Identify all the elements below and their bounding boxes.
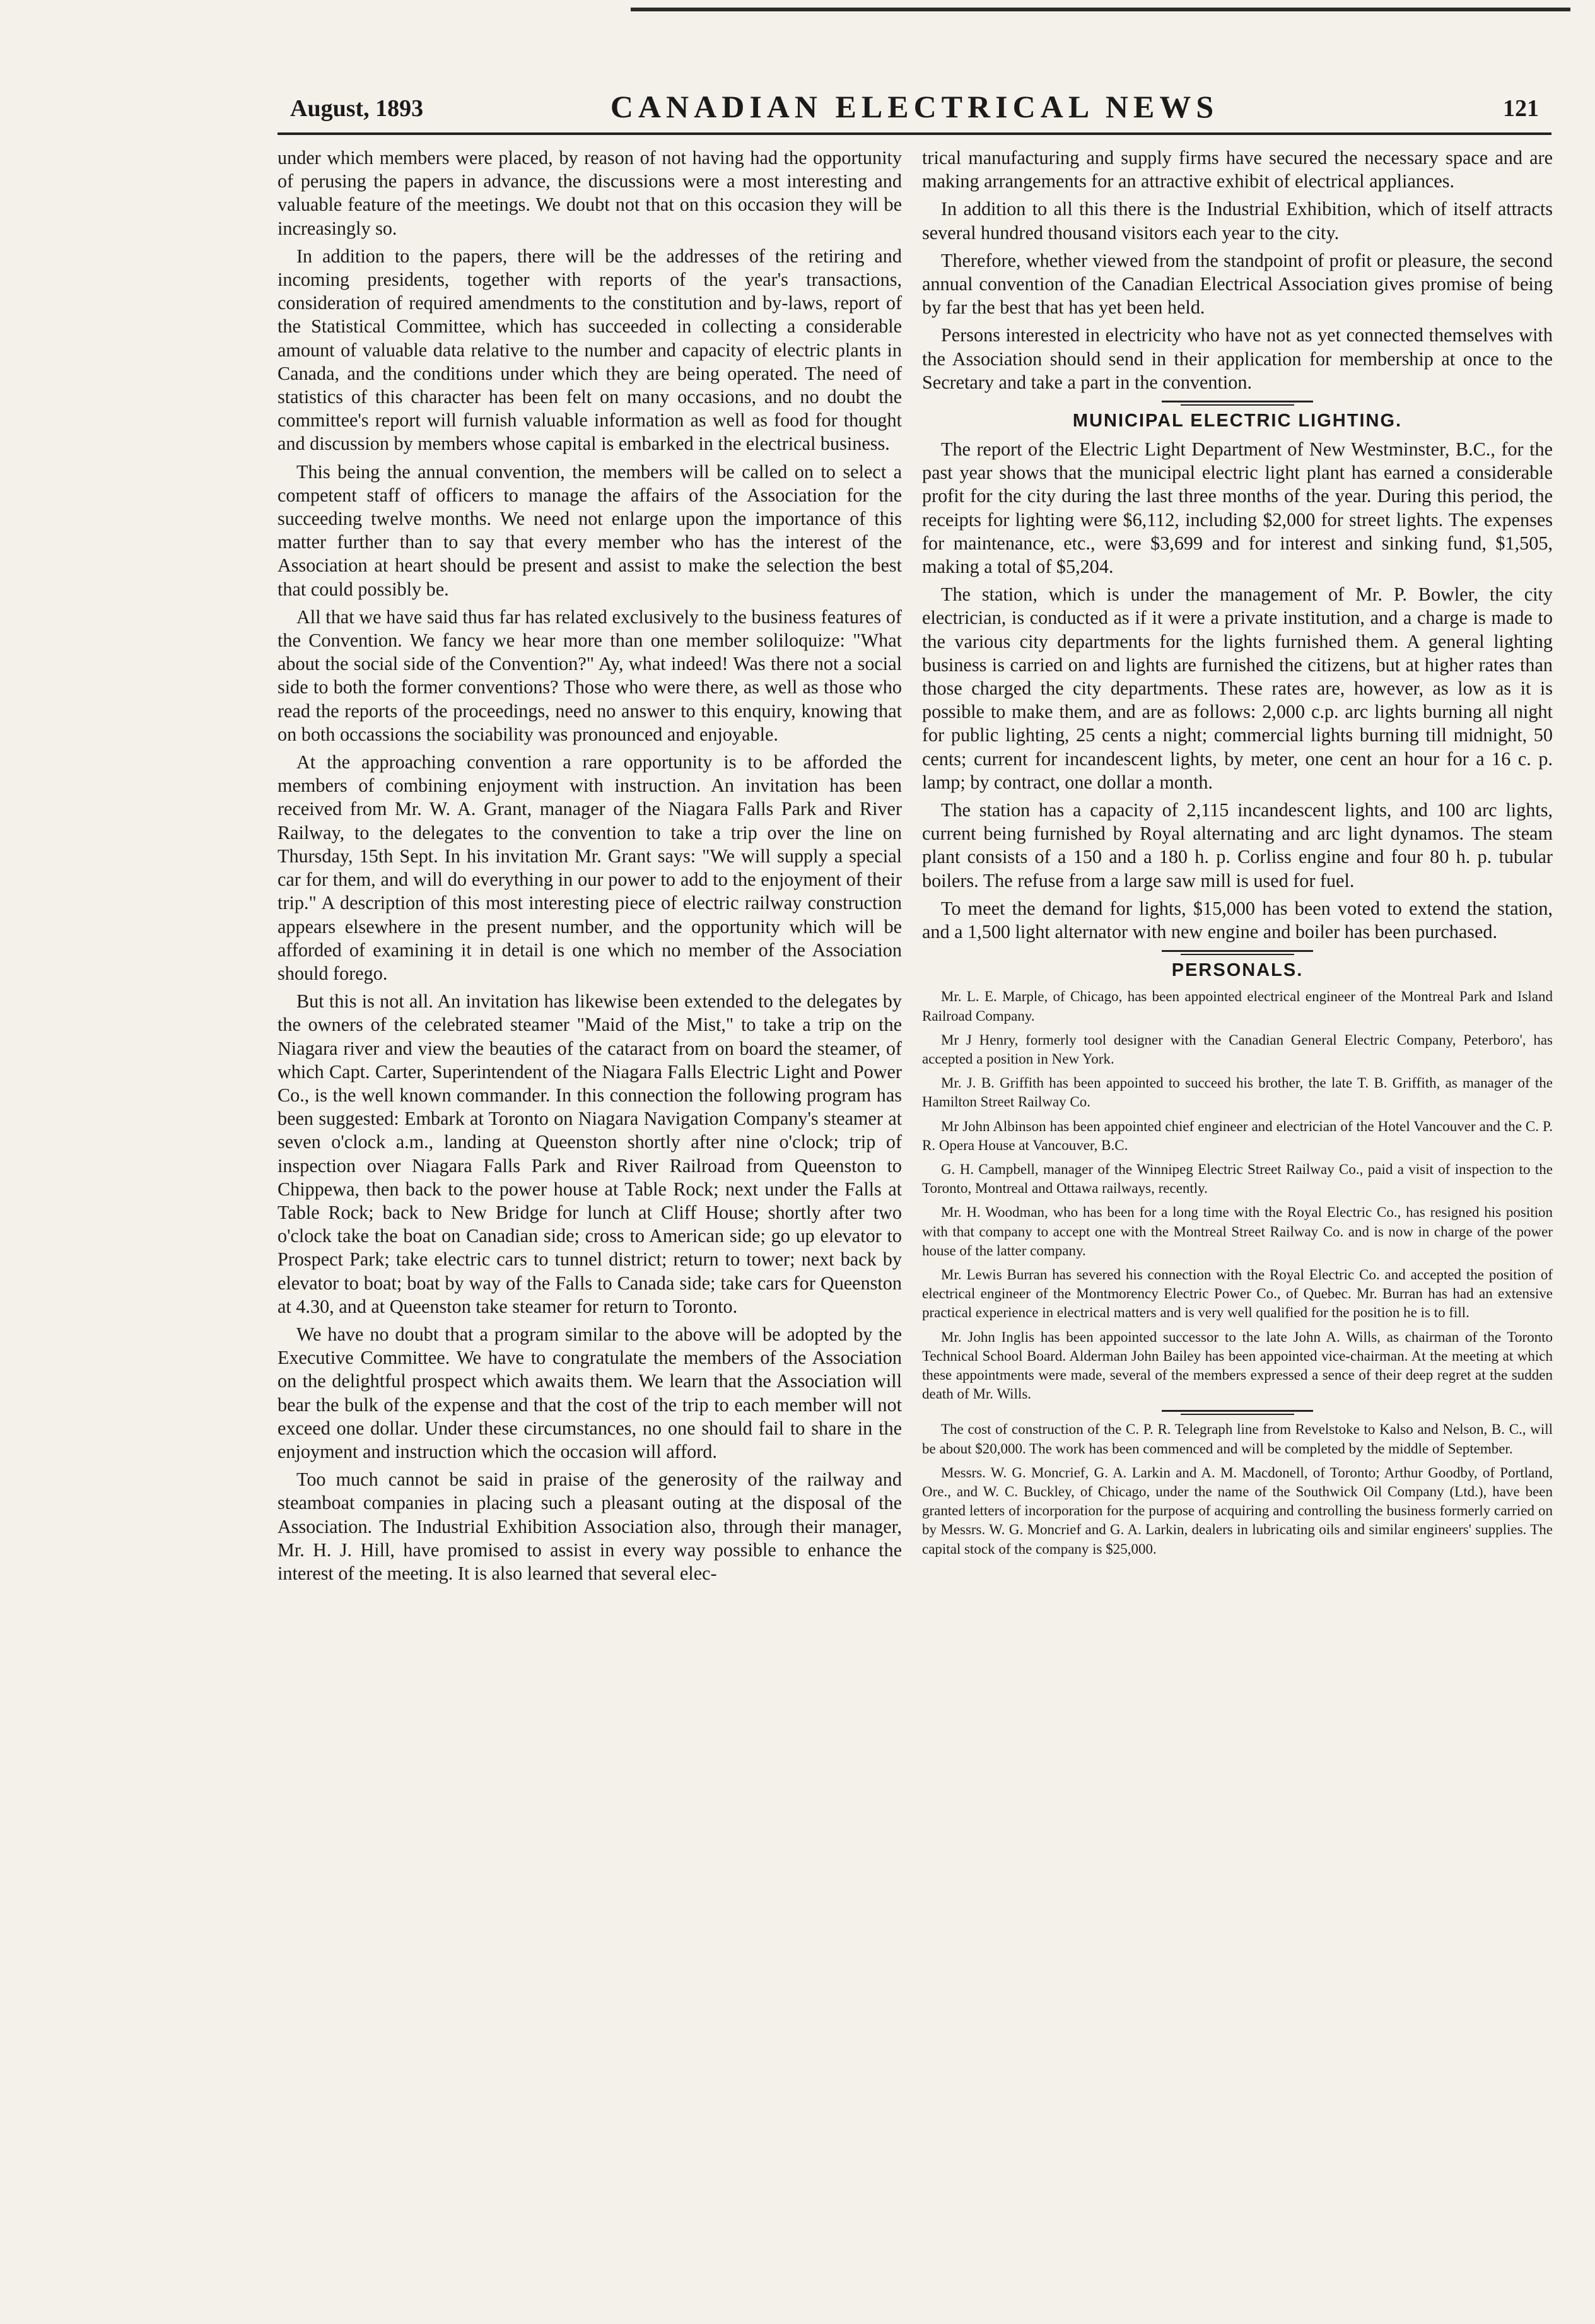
section-heading-municipal: MUNICIPAL ELECTRIC LIGHTING.: [1072, 411, 1403, 431]
page-header: [278, 88, 1551, 135]
personal-item: Mr. H. Woodman, who has been for a long time with the Royal Electric Co., has resigned his position with that company to accept one with the Montreal Street Railway Co. and is now in charge of the power house of the latter company.: [922, 1204, 1553, 1259]
paragraph: Therefore, whether viewed from the standpoint of profit or pleasure, the second annual convention of the Canadian Electrical Association gives promise of being by far the best that has yet been held.: [922, 249, 1553, 319]
paragraph: This being the annual convention, the members will be called on to select a competent staff of officers to manage the affairs of the Association for the succeeding twelve months. We need not enlarge upon the importance of this matter further than to say that every member who has the interest of the Association at heart should be present and assist to make the selection the best that could possibly be.: [278, 461, 902, 600]
section-divider: [1162, 1410, 1313, 1412]
paragraph: Too much cannot be said in praise of the generosity of the railway and steamboat companies in placing such a pleasant outing at the disposal of the Association. The Industrial Exhibition Association also, through their manager, Mr. H. J. Hill, have promised to assist in every way possible to enhance the interest of the meeting. It is also learned that several elec-: [278, 1469, 902, 1584]
paragraph: We have no doubt that a program similar to the above will be adopted by the Executive Committee. We have to congratulate the members of the Association on the delightful prospect which awaits them. We learn that the Association will bear the bulk of the expense and that the cost of the trip to each member will not exceed one dollar. Under these circumstances, no one should fail to share in the enjoyment and instruction which the occasion will afford.: [278, 1323, 902, 1462]
personal-item: Mr. J. B. Griffith has been appointed to succeed his brother, the late T. B. Griffith, as manager of the Hamilton Street Railway Co.: [922, 1075, 1553, 1110]
right-column: [922, 146, 1553, 1564]
paragraph: All that we have said thus far has related exclusively to the business features of the Convention. We fancy we hear more than one member soliloquize: "What about the social side of the Convention?" Ay, what indeed! Was there not a social side to both the former conventions? Those who were there, as well as those who read the reports of the proceedings, need no answer to this enquiry, knowing that on both occassions the sociability was pronounced and enjoyable.: [278, 606, 902, 745]
section-divider: [1181, 1414, 1294, 1415]
paragraph: To meet the demand for lights, $15,000 has been voted to extend the station, and a 1,500 light alternator with new engine and boiler has been purchased.: [922, 897, 1553, 943]
publication-title: CANADIAN ELECTRICAL NEWS: [610, 89, 1219, 124]
paragraph: The station, which is under the management of Mr. P. Bowler, the city electrician, is conducted as if it were a private institution, and a charge is made to the various city departments for the lights furnished them. A general lighting business is carried on and lights are furnished the citizens, but at higher rates than those charged the city departments. These rates are, however, as low as it is possible to make them, and are as follows: 2,000 c.p. arc lights burning all night for public lighting, 25 cents a night; commercial lights burning till midnight, 50 cents; current for incandescent lights, by meter, one cent an hour for a 16 c. p. lamp; by contract, one dollar a month.: [922, 584, 1553, 793]
issue-date: August, 1893: [290, 95, 424, 122]
personal-item: G. H. Campbell, manager of the Winnipeg Electric Street Railway Co., paid a visit of inspection to the Toronto, Montreal and Ottawa railways, recently.: [922, 1161, 1553, 1197]
news-note: The cost of construction of the C. P. R. Telegraph line from Revelstoke to Kalso and Nelson, B. C., will be about $20,000. The work has been commenced and will be completed by the middle of September.: [922, 1421, 1553, 1457]
left-column: [278, 146, 902, 1590]
paragraph: In addition to all this there is the Industrial Exhibition, which of itself attracts several hundred thousand visitors each year to the city.: [922, 198, 1553, 244]
personal-item: Mr. Lewis Burran has severed his connection with the Royal Electric Co. and accepted the position of electrical engineer of the Montmorency Electric Power Co., of Quebec. Mr. Burran has had an extensive practical experience in electrical matters and is very well qualified for the position he is to fill.: [922, 1266, 1553, 1321]
page-number: 121: [1503, 95, 1539, 122]
section-heading-personals: PERSONALS.: [1171, 960, 1304, 981]
top-rule: [631, 8, 1570, 11]
paragraph: The report of the Electric Light Department of New Westminster, B.C., for the past year shows that the municipal electric light plant has earned a considerable profit for the city during the last three months of the year. During this period, the receipts for lighting were $6,112, including $2,000 for street lights. The expenses for maintenance, etc., were $3,699 and for interest and sinking fund, $1,505, making a total of $5,204.: [922, 438, 1553, 578]
paragraph: The station has a capacity of 2,115 incandescent lights, and 100 arc lights, current being furnished by Royal alternating and arc light dynamos. The steam plant consists of a 150 and a 180 h. p. Corliss engine and four 80 h. p. tubular boilers. The refuse from a large saw mill is used for fuel.: [922, 799, 1553, 891]
paragraph: In addition to the papers, there will be the addresses of the retiring and incoming presidents, together with reports of the year's transactions, consideration of required amendments to the constitution and by-laws, report of the Statistical Committee, which has succeeded in collecting a considerable amount of valuable data relative to the number and capacity of electric plants in Canada, and the conditions under which they are being operated. The need of statistics of this character has been felt on many occasions, and no doubt the committee's report will furnish valuable information as well as food for thought and discussion by members whose capital is embarked in the electrical business.: [278, 245, 902, 455]
personal-item: Mr J Henry, formerly tool designer with the Canadian General Electric Company, Peterboro', has accepted a position in New York.: [922, 1031, 1553, 1067]
section-divider: [1181, 954, 1294, 955]
personal-item: Mr. John Inglis has been appointed successor to the late John A. Wills, as chairman of the Toronto Technical School Board. Alderman John Bailey has been appointed vice-chairman. At the meeting at which these appointments were made, several of the members expressed a sence of their deep regret at the sudden death of Mr. Wills.: [922, 1329, 1553, 1402]
personal-item: Mr John Albinson has been appointed chief engineer and electrician of the Hotel Vancouver and the C. P. R. Opera House at Vancouver, B.C.: [922, 1118, 1553, 1153]
section-divider: [1162, 950, 1313, 952]
personal-item: Mr. L. E. Marple, of Chicago, has been appointed electrical engineer of the Montreal Park and Island Railroad Company.: [922, 989, 1553, 1024]
paragraph: Persons interested in electricity who have not as yet connected themselves with the Association should send in their application for membership at once to the Secretary and take a part in the convention.: [922, 324, 1553, 393]
paragraph: But this is not all. An invitation has likewise been extended to the delegates by the owners of the celebrated steamer "Maid of the Mist," to take a trip on the Niagara river and view the beauties of the cataract from on board the steamer, of which Capt. Carter, Superintendent of the Niagara Falls Electric Light and Power Co., is the well known commander. In this connection the following program has been suggested: Embark at Toronto on Niagara Navigation Company's steamer at seven o'clock a.m., landing at Queenston shortly after nine o'clock; trip of inspection over Niagara Falls Park and River Railroad from Queenston to Chippewa, then back to the power house at Table Rock; next under the Falls at Table Rock; back to New Bridge for lunch at Cliff House; shortly after two o'clock take the boat on Canadian side; cross to American side; go up elevator to Prospect Park; take electric cars to tunnel district; return to tower; next back by elevator to boat; boat by way of the Falls to Canada side; take cars for Queenston at 4.30, and at Queenston take steamer for return to Toronto.: [278, 990, 902, 1317]
paragraph: trical manufacturing and supply firms have secured the necessary space and are making arrangements for an attractive exhibit of electrical appliances.: [922, 147, 1553, 192]
paragraph: under which members were placed, by reason of not having had the opportunity of perusing the papers in advance, the discussions were a most interesting and valuable feature of the meetings. We doubt not that on this occasion they will be increasingly so.: [278, 147, 902, 239]
paragraph: At the approaching convention a rare opportunity is to be afforded the members of combining enjoyment with instruction. An invitation has been received from Mr. W. A. Grant, manager of the Niagara Falls Park and River Railway, to the delegates to the convention to take a trip over the line on Thursday, 15th Sept. In his invitation Mr. Grant says: "We will supply a special car for them, and will do everything in our power to add to the enjoyment of their trip." A description of this most interesting piece of electric railway construction appears elsewhere in the present number, and the opportunity which will be afforded of examining it in detail is one which no member of the Association should forego.: [278, 751, 902, 984]
news-note: Messrs. W. G. Moncrief, G. A. Larkin and A. M. Macdonell, of Toronto; Arthur Goodby, of Portland, Ore., and W. C. Buckley, of Chicago, under the name of the Southwick Oil Company (Ltd.), have been granted letters of incorporation for the purpose of acquiring and controlling the business formerly carried on by Messrs. W. G. Moncrief and G. A. Larkin, dealers in lubricating oils and similar engineers' supplies. The capital stock of the company is $25,000.: [922, 1464, 1553, 1557]
section-divider: [1181, 404, 1294, 406]
section-divider: [1162, 401, 1313, 402]
